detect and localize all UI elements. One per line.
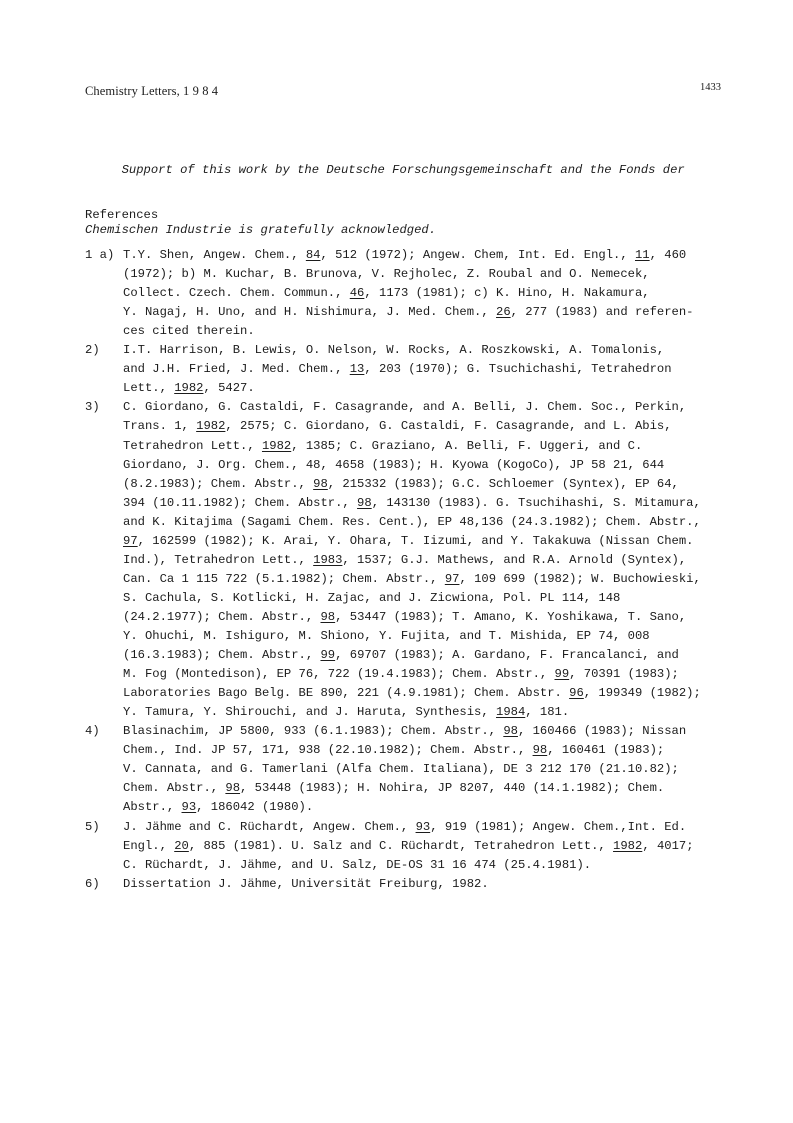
- underlined-volume: 98: [503, 724, 518, 739]
- reference-line: S. Cachula, S. Kotlicki, H. Zajac, and J. Zicwiona, Pol. PL 114, 148: [123, 590, 621, 605]
- underlined-volume: 26: [496, 305, 511, 320]
- underlined-volume: 99: [320, 648, 336, 663]
- underlined-volume: 1982: [613, 838, 643, 853]
- reference-line: Trans. 1, 1982, 2575; C. Giordano, G. Castaldi, F. Casagrande, and L. Abis,: [123, 419, 672, 434]
- reference-number: 2): [85, 343, 100, 358]
- underlined-volume: 97: [444, 571, 460, 586]
- reference-number: 1 a): [85, 248, 115, 262]
- underlined-volume: 96: [569, 686, 584, 701]
- underlined-volume: 98: [320, 609, 336, 624]
- reference-line: Y. Tamura, Y. Shirouchi, and J. Haruta, Synthesis, 1984, 181.: [123, 705, 570, 720]
- reference-line: Chem., Ind. JP 57, 171, 938 (22.10.1982); Chem. Abstr., 98, 160461 (1983);: [123, 743, 665, 758]
- reference-line: Giordano, J. Org. Chem., 48, 4658 (1983); H. Kyowa (KogoCo), JP 58 21, 644: [123, 457, 665, 472]
- reference-line: Ind.), Tetrahedron Lett., 1983, 1537; G.J. Mathews, and R.A. Arnold (Syntex),: [123, 552, 687, 567]
- reference-line: Chem. Abstr., 98, 53448 (1983); H. Nohira, JP 8207, 440 (14.1.1982); Chem.: [123, 781, 665, 796]
- reference-line: Blasinachim, JP 5800, 933 (6.1.1983); Chem. Abstr., 98, 160466 (1983); Nissan: [123, 724, 687, 739]
- underlined-volume: 1982: [174, 381, 204, 396]
- underlined-volume: 13: [349, 362, 365, 377]
- reference-line: I.T. Harrison, B. Lewis, O. Nelson, W. Rocks, A. Roszkowski, A. Tomalonis,: [123, 343, 665, 358]
- underlined-volume: 98: [225, 781, 241, 796]
- reference-line: Abstr., 93, 186042 (1980).: [123, 800, 314, 815]
- reference-number: 5): [85, 819, 100, 834]
- reference-number: 6): [85, 876, 100, 891]
- reference-line: Laboratories Bago Belg. BE 890, 221 (4.9.1981); Chem. Abstr. 96, 199349 (1982);: [123, 686, 701, 701]
- acknowledgment-line: Chemischen Industrie is gratefully acknowledged.: [85, 223, 437, 237]
- reference-line: C. Giordano, G. Castaldi, F. Casagrande, and A. Belli, J. Chem. Soc., Perkin,: [123, 400, 687, 415]
- reference-line: (8.2.1983); Chem. Abstr., 98, 215332 (1983); G.C. Schloemer (Syntex), EP 64,: [123, 476, 679, 491]
- underlined-volume: 99: [554, 667, 570, 682]
- underlined-volume: 1984: [496, 705, 526, 720]
- underlined-volume: 98: [313, 476, 328, 491]
- reference-line: and J.H. Fried, J. Med. Chem., 13, 203 (1970); G. Tsuchichashi, Tetrahedron: [123, 362, 672, 377]
- reference-line: (1972); b) M. Kuchar, B. Brunova, V. Rejholec, Z. Roubal and O. Nemecek,: [123, 267, 650, 282]
- journal-header: Chemistry Letters, 1 9 8 4: [85, 84, 219, 98]
- reference-line: J. Jähme and C. Rüchardt, Angew. Chem., 93, 919 (1981); Angew. Chem.,Int. Ed.: [123, 819, 687, 834]
- underlined-volume: 93: [415, 819, 431, 834]
- references-heading: References: [85, 208, 159, 222]
- reference-line: V. Cannata, and G. Tamerlani (Alfa Chem. Italiana), DE 3 212 170 (21.10.82);: [123, 762, 679, 777]
- reference-line: M. Fog (Montedison), EP 76, 722 (19.4.1983); Chem. Abstr., 99, 70391 (1983);: [123, 667, 679, 682]
- reference-line: (24.2.1977); Chem. Abstr., 98, 53447 (1983); T. Amano, K. Yoshikawa, T. Sano,: [123, 609, 687, 624]
- reference-line: Y. Ohuchi, M. Ishiguro, M. Shiono, Y. Fujita, and T. Mishida, EP 74, 008: [123, 629, 650, 643]
- reference-line: Engl., 20, 885 (1981). U. Salz and C. Rüchardt, Tetrahedron Lett., 1982, 4017;: [123, 838, 694, 853]
- reference-line: Can. Ca 1 115 722 (5.1.1982); Chem. Abstr., 97, 109 699 (1982); W. Buchowieski,: [123, 571, 701, 586]
- reference-line: Tetrahedron Lett., 1982, 1385; C. Graziano, A. Belli, F. Uggeri, and C.: [123, 438, 643, 453]
- underlined-volume: 1983: [313, 552, 343, 567]
- reference-line: Collect. Czech. Chem. Commun., 46, 1173 (1981); c) K. Hino, H. Nakamura,: [123, 286, 650, 301]
- reference-line: Dissertation J. Jähme, Universität Freiburg, 1982.: [123, 876, 489, 891]
- underlined-volume: 1982: [261, 438, 292, 453]
- acknowledgment-line: Support of this work by the Deutsche Forschungsgemeinschaft and the Fonds der: [85, 163, 685, 177]
- underlined-volume: 84: [305, 248, 321, 262]
- underlined-volume: 93: [181, 800, 197, 815]
- reference-line: 394 (10.11.1982); Chem. Abstr., 98, 143130 (1983). G. Tsuchihashi, S. Mitamura,: [123, 495, 701, 510]
- reference-line: T.Y. Shen, Angew. Chem., 84, 512 (1972); Angew. Chem, Int. Ed. Engl., 11, 460: [123, 248, 687, 262]
- reference-line: 97, 162599 (1982); K. Arai, Y. Ohara, T. Iizumi, and Y. Takakuwa (Nissan Chem.: [123, 533, 694, 548]
- reference-line: C. Rüchardt, J. Jähme, and U. Salz, DE-OS 31 16 474 (25.4.1981).: [123, 857, 592, 872]
- underlined-volume: 97: [123, 533, 138, 548]
- reference-line: (16.3.1983); Chem. Abstr., 99, 69707 (1983); A. Gardano, F. Francalanci, and: [123, 648, 679, 663]
- reference-line: ces cited therein.: [123, 324, 255, 339]
- reference-line: Lett., 1982, 5427.: [123, 381, 255, 396]
- underlined-volume: 46: [349, 286, 365, 301]
- page-number: 1433: [700, 82, 721, 93]
- underlined-volume: 1982: [196, 419, 226, 434]
- underlined-volume: 11: [634, 248, 650, 262]
- reference-line: Y. Nagaj, H. Uno, and H. Nishimura, J. Med. Chem., 26, 277 (1983) and referen-: [123, 305, 694, 320]
- reference-line: and K. Kitajima (Sagami Chem. Res. Cent.), EP 48,136 (24.3.1982); Chem. Abstr.,: [123, 514, 701, 529]
- underlined-volume: 98: [357, 495, 372, 510]
- reference-number: 4): [85, 724, 100, 739]
- underlined-volume: 98: [532, 743, 548, 758]
- underlined-volume: 20: [174, 838, 189, 853]
- reference-number: 3): [85, 400, 100, 415]
